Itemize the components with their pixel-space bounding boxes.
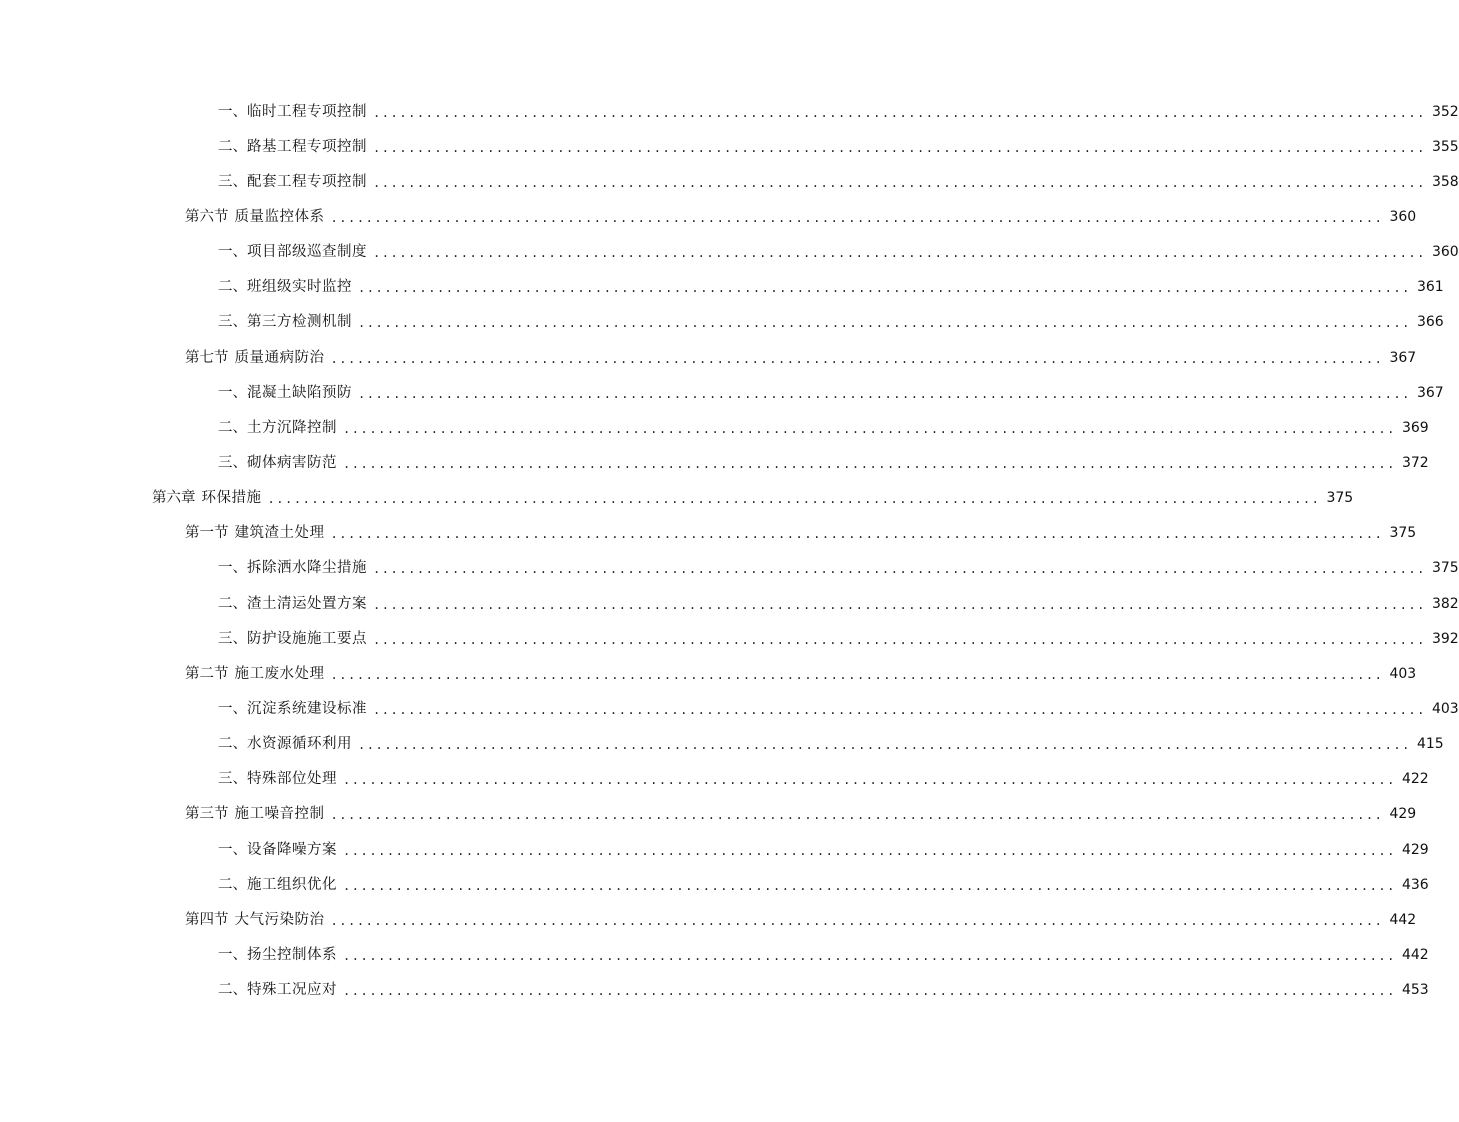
toc-entry-title: 大气污染防治 (234, 911, 325, 928)
toc-section-entry[interactable] (0, 656, 1417, 691)
toc-subsection-entry[interactable] (0, 586, 1459, 621)
toc-dot-leader: ........................................................................................................................ (343, 878, 1396, 893)
toc-entry-number: 第六节 (185, 208, 229, 225)
toc-dot-leader: ........................................................................................................................ (373, 105, 1426, 120)
toc-entry-number: 第三节 (185, 806, 229, 823)
toc-page-number: 360 (1389, 208, 1417, 225)
toc-page-number: 367 (1416, 384, 1444, 401)
toc-section-entry[interactable] (0, 797, 1417, 832)
toc-entry-title: 渣土清运处置方案 (247, 595, 367, 612)
toc-page-number: 429 (1401, 841, 1429, 858)
toc-page-number: 366 (1416, 314, 1444, 331)
toc-entry-number: 二、 (218, 982, 247, 999)
toc-dot-leader: ........................................................................................................................ (343, 421, 1396, 436)
toc-subsection-entry[interactable] (0, 445, 1429, 480)
toc-subsection-entry[interactable] (0, 164, 1459, 199)
toc-entry-number: 一、 (218, 103, 247, 120)
toc-entry-number: 一、 (218, 384, 247, 401)
toc-page-number: 360 (1431, 244, 1459, 261)
toc-subsection-entry[interactable] (0, 410, 1429, 445)
toc-entry-title: 环保措施 (201, 490, 262, 507)
toc-page-number: 442 (1401, 946, 1429, 963)
toc-dot-leader: ........................................................................................................................ (373, 632, 1426, 647)
toc-dot-leader: ........................................................................................................................ (330, 351, 1384, 366)
toc-entry-title: 施工噪音控制 (234, 806, 325, 823)
toc-dot-leader: ........................................................................................................................ (373, 597, 1426, 612)
toc-entry-number: 二、 (218, 138, 247, 155)
toc-subsection-entry[interactable] (0, 973, 1429, 1008)
toc-page-number: 375 (1431, 560, 1459, 577)
toc-entry-title: 配套工程专项控制 (247, 173, 367, 190)
toc-dot-leader: ........................................................................................................................ (373, 562, 1426, 577)
toc-subsection-entry[interactable] (0, 129, 1459, 164)
toc-entry-title: 第三方检测机制 (247, 314, 352, 331)
toc-entry-number: 三、 (218, 314, 247, 331)
toc-entry-title: 设备降噪方案 (247, 841, 337, 858)
toc-subsection-entry[interactable] (0, 621, 1459, 656)
toc-dot-leader: ........................................................................................................................ (373, 140, 1426, 155)
toc-entry-title: 防护设施施工要点 (247, 630, 367, 647)
toc-subsection-entry[interactable] (0, 727, 1444, 762)
toc-subsection-entry[interactable] (0, 867, 1429, 902)
toc-page-number: 422 (1401, 771, 1429, 788)
toc-entry-title: 施工组织优化 (247, 876, 337, 893)
toc-entry-number: 二、 (218, 279, 247, 296)
toc-dot-leader: ........................................................................................................................ (267, 492, 1321, 507)
toc-page-number: 375 (1389, 525, 1417, 542)
toc-entry-title: 拆除洒水降尘措施 (247, 560, 367, 577)
toc-subsection-entry[interactable] (0, 551, 1459, 586)
toc-entry-number: 第二节 (185, 665, 229, 682)
toc-entry-title: 土方沉降控制 (247, 419, 337, 436)
toc-entry-title: 路基工程专项控制 (247, 138, 367, 155)
toc-dot-leader: ........................................................................................................................ (358, 316, 1411, 331)
toc-dot-leader: ........................................................................................................................ (343, 773, 1396, 788)
toc-page-number: 369 (1401, 419, 1429, 436)
toc-page-number: 442 (1389, 911, 1417, 928)
toc-page-number: 355 (1431, 138, 1459, 155)
toc-subsection-entry[interactable] (0, 94, 1459, 129)
toc-dot-leader: ........................................................................................................................ (343, 948, 1396, 963)
toc-page-number: 403 (1389, 665, 1417, 682)
toc-entry-title: 砌体病害防范 (247, 454, 337, 471)
toc-dot-leader: ........................................................................................................................ (358, 281, 1411, 296)
toc-entry-title: 特殊工况应对 (247, 982, 337, 999)
toc-entry-number: 一、 (218, 560, 247, 577)
toc-entry-number: 第七节 (185, 349, 229, 366)
toc-subsection-entry[interactable] (0, 832, 1429, 867)
toc-subsection-entry[interactable] (0, 305, 1444, 340)
toc-section-entry[interactable] (0, 516, 1417, 551)
toc-page-number: 372 (1401, 454, 1429, 471)
toc-page-number: 361 (1416, 279, 1444, 296)
toc-entry-number: 三、 (218, 630, 247, 647)
toc-section-entry[interactable] (0, 340, 1417, 375)
toc-dot-leader: ........................................................................................................................ (373, 246, 1426, 261)
toc-entry-title: 班组级实时监控 (247, 279, 352, 296)
toc-entry-number: 二、 (218, 736, 247, 753)
toc-entry-title: 特殊部位处理 (247, 771, 337, 788)
toc-subsection-entry[interactable] (0, 937, 1429, 972)
toc-subsection-entry[interactable] (0, 691, 1459, 726)
toc-page-number: 415 (1416, 736, 1444, 753)
toc-entry-number: 三、 (218, 173, 247, 190)
toc-entry-number: 第一节 (185, 525, 229, 542)
toc-entry-title: 项目部级巡查制度 (247, 244, 367, 261)
toc-entry-number: 二、 (218, 876, 247, 893)
toc-dot-leader: ........................................................................................................................ (358, 738, 1411, 753)
toc-page-number: 367 (1389, 349, 1417, 366)
toc-dot-leader: ........................................................................................................................ (343, 984, 1396, 999)
toc-dot-leader: ........................................................................................................................ (330, 667, 1384, 682)
toc-subsection-entry[interactable] (0, 270, 1444, 305)
toc-chapter-entry[interactable] (0, 481, 1354, 516)
toc-entry-number: 三、 (218, 771, 247, 788)
toc-entry-number: 一、 (218, 244, 247, 261)
toc-entry-number: 第四节 (185, 911, 229, 928)
toc-dot-leader: ........................................................................................................................ (343, 456, 1396, 471)
toc-page-number: 358 (1431, 173, 1459, 190)
toc-entry-title: 混凝土缺陷预防 (247, 384, 352, 401)
table-of-contents (0, 94, 1459, 1008)
toc-dot-leader: ........................................................................................................................ (330, 210, 1384, 225)
toc-dot-leader: ........................................................................................................................ (373, 175, 1426, 190)
toc-dot-leader: ........................................................................................................................ (373, 702, 1426, 717)
toc-page-number: 429 (1389, 806, 1417, 823)
toc-entry-number: 一、 (218, 700, 247, 717)
toc-entry-title: 施工废水处理 (234, 665, 325, 682)
toc-dot-leader: ........................................................................................................................ (358, 386, 1411, 401)
toc-section-entry[interactable] (0, 902, 1417, 937)
toc-entry-title: 临时工程专项控制 (247, 103, 367, 120)
toc-entry-number: 第六章 (152, 490, 196, 507)
toc-entry-title: 质量通病防治 (234, 349, 325, 366)
toc-entry-title: 沉淀系统建设标准 (247, 700, 367, 717)
toc-page-number: 375 (1326, 490, 1354, 507)
toc-section-entry[interactable] (0, 199, 1417, 234)
toc-entry-title: 质量监控体系 (234, 208, 325, 225)
toc-subsection-entry[interactable] (0, 235, 1459, 270)
toc-page-number: 453 (1401, 982, 1429, 999)
toc-entry-number: 二、 (218, 595, 247, 612)
toc-subsection-entry[interactable] (0, 762, 1429, 797)
toc-dot-leader: ........................................................................................................................ (330, 913, 1384, 928)
toc-page-number: 392 (1431, 630, 1459, 647)
toc-entry-number: 一、 (218, 946, 247, 963)
toc-entry-title: 扬尘控制体系 (247, 946, 337, 963)
toc-entry-title: 建筑渣土处理 (234, 525, 325, 542)
toc-subsection-entry[interactable] (0, 375, 1444, 410)
toc-entry-number: 二、 (218, 419, 247, 436)
toc-entry-number: 一、 (218, 841, 247, 858)
toc-entry-number: 三、 (218, 454, 247, 471)
toc-page-number: 436 (1401, 876, 1429, 893)
toc-dot-leader: ........................................................................................................................ (330, 808, 1384, 823)
toc-entry-title: 水资源循环利用 (247, 736, 352, 753)
toc-dot-leader: ........................................................................................................................ (343, 843, 1396, 858)
toc-dot-leader: ........................................................................................................................ (330, 527, 1384, 542)
toc-page-number: 382 (1431, 595, 1459, 612)
toc-page-number: 352 (1431, 103, 1459, 120)
toc-page-number: 403 (1431, 700, 1459, 717)
